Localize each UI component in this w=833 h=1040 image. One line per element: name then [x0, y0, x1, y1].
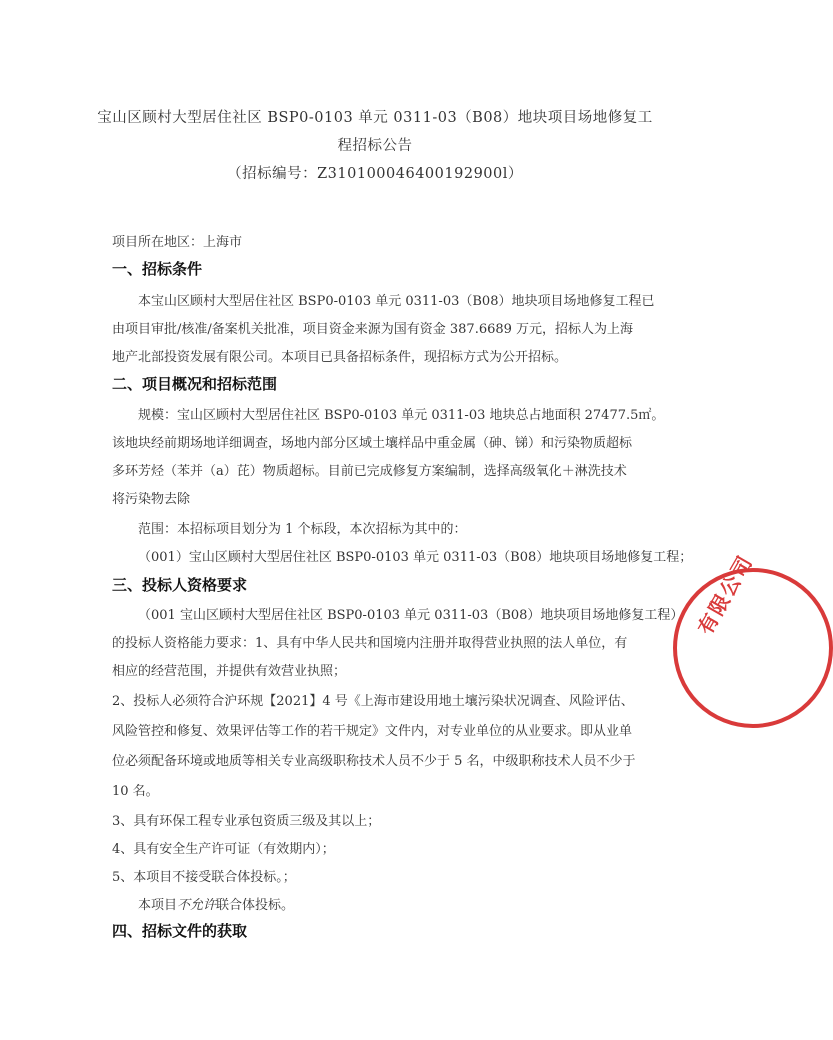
- consortium-suffix: 联合体投标。: [216, 898, 295, 913]
- section-2-line: 将污染物去除: [112, 492, 191, 507]
- section-2-scope-line: （001）宝山区顾村大型居住社区 BSP0-0103 单元 0311-03（B08）地块项目场地修复工程；: [138, 550, 693, 565]
- seal-text: 有限公司: [692, 550, 758, 639]
- document-title-line-1: 宝山区顾村大型居住社区 BSP0-0103 单元 0311-03（B08）地块项目场地修复工: [97, 110, 653, 126]
- section-3-line: 5、本项目不接受联合体投标。；: [112, 870, 296, 885]
- project-location: 项目所在地区：上海市: [112, 235, 243, 250]
- consortium-prefix: 本项目: [138, 898, 178, 913]
- company-seal-stamp: [673, 550, 833, 728]
- section-2-heading: 二、项目概况和招标范围: [112, 375, 278, 393]
- section-2-scope-line: 范围：本招标项目划分为 1 个标段，本次招标为其中的：: [138, 522, 467, 537]
- consortium-note: [138, 894, 294, 913]
- section-3-line: 相应的经营范围，并提供有效营业执照；: [112, 664, 347, 679]
- section-3-line: 位必须配备环境或地质等相关专业高级职称技术人员不少于 5 名，中级职称技术人员不少于: [112, 754, 636, 769]
- section-1-line: 地产北部投资发展有限公司。本项目已具备招标条件，现招标方式为公开招标。: [112, 350, 568, 365]
- section-2-line: 多环芳烃（苯并（a）芘）物质超标。目前已完成修复方案编制，选择高级氧化＋淋洗技术: [112, 464, 627, 479]
- consortium-italic: 不允许: [177, 898, 217, 913]
- tender-number: （招标编号：Z310100046400192900l）: [227, 166, 523, 182]
- section-3-line: 3、具有环保工程专业承包资质三级及其以上；: [112, 814, 381, 829]
- section-4-heading: 四、招标文件的获取: [112, 922, 248, 940]
- section-3-line: 10 名。: [112, 784, 159, 799]
- section-3-line: 4、具有安全生产许可证（有效期内）；: [112, 842, 335, 857]
- section-2-line: 该地块经前期场地详细调查，场地内部分区域土壤样品中重金属（砷、锑）和污染物质超标: [112, 436, 633, 451]
- section-1-line: 由项目审批/核准/备案机关批准，项目资金来源为国有资金 387.6689 万元，招标人为上海: [112, 322, 634, 337]
- section-3-line: 的投标人资格能力要求：1、具有中华人民共和国境内注册并取得营业执照的法人单位，有: [112, 636, 628, 651]
- section-1-heading: 一、招标条件: [112, 260, 203, 278]
- document-title-line-2: 程招标公告: [337, 138, 413, 154]
- section-3-heading: 三、投标人资格要求: [112, 576, 248, 594]
- section-3-line: 2、投标人必须符合沪环规【2021】4 号《上海市建设用地土壤污染状况调查、风险评估、: [112, 694, 634, 709]
- section-1-line: 本宝山区顾村大型居住社区 BSP0-0103 单元 0311-03（B08）地块项目场地修复工程已: [138, 294, 655, 309]
- section-2-line: 规模：宝山区顾村大型居住社区 BSP0-0103 单元 0311-03 地块总占地面积 27477.5㎡。: [138, 408, 665, 423]
- section-3-line: 风险管控和修复、效果评估等工作的若干规定》文件内，对专业单位的从业要求。即从业单: [112, 724, 633, 739]
- section-3-line: （001 宝山区顾村大型居住社区 BSP0-0103 单元 0311-03（B08）地块项目场地修复工程）: [138, 608, 684, 623]
